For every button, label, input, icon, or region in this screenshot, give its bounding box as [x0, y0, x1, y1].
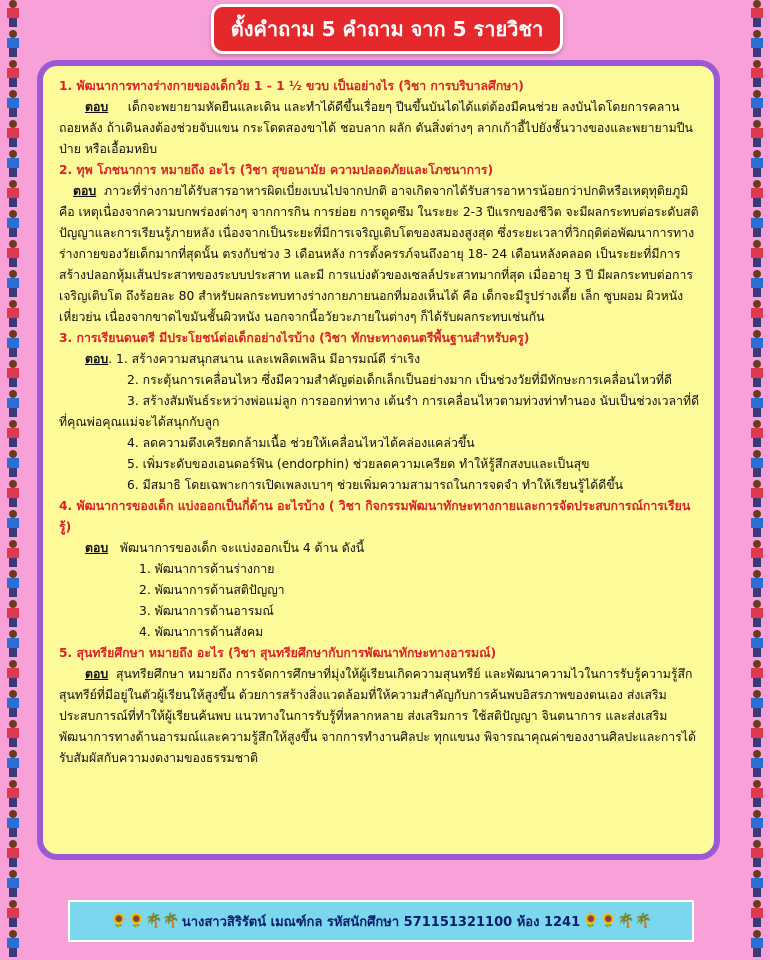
answer-1	[59, 97, 700, 160]
footer-banner	[68, 900, 694, 942]
doll-icon	[748, 390, 766, 418]
doll-icon	[748, 720, 766, 748]
doll-icon	[748, 660, 766, 688]
doll-icon	[748, 600, 766, 628]
answer-3-item-2	[59, 370, 700, 391]
answer-3-first: ตอบ. 1. สร้างความสนุกสนาน และเพลิดเพลิน มีอารมณ์ดี ร่าเริง	[85, 352, 421, 366]
doll-icon	[4, 540, 22, 568]
doll-icon	[748, 750, 766, 778]
answer-5	[59, 664, 700, 769]
sunflower-palm-icon: 🌻🌻🌴🌴	[582, 913, 652, 929]
doll-icon	[748, 930, 766, 958]
doll-icon	[748, 810, 766, 838]
answer-label: ตอบ	[85, 667, 109, 681]
doll-icon	[4, 270, 22, 298]
doll-icon	[748, 900, 766, 928]
answer-2	[59, 181, 700, 328]
doll-icon	[748, 150, 766, 178]
doll-icon	[748, 0, 766, 28]
doll-icon	[4, 90, 22, 118]
doll-icon	[4, 420, 22, 448]
doll-icon	[748, 480, 766, 508]
answer-3-item-3	[59, 391, 700, 433]
doll-icon	[748, 90, 766, 118]
doll-icon	[748, 120, 766, 148]
doll-icon	[748, 570, 766, 598]
answer-label: ตอบ	[73, 184, 97, 198]
doll-icon	[4, 810, 22, 838]
page-title-text: ตั้งคำถาม 5 คำถาม จาก 5 รายวิชา	[230, 17, 544, 41]
doll-icon	[4, 600, 22, 628]
doll-icon	[4, 780, 22, 808]
doll-icon	[4, 510, 22, 538]
answer-3-item: 1. สร้างความสนุกสนาน และเพลิดเพลิน มีอารมณ์ดี ร่าเริง	[116, 352, 421, 366]
question-3: 3. การเรียนดนตรี มีประโยชน์ต่อเด็กอย่างไรบ้าง (วิชา ทักษะทางดนตรีพื้นฐานสำหรับครู)	[59, 331, 530, 345]
answer-3-item: 3. สร้างสัมพันธ์ระหว่างพ่อแม่ลูก การออกท่าทาง เต้นรำ การเคลื่อนไหวตามท่วงท่าทำนอง นับเป็นช่วงเวลาที่ดีที่คุณพ่อคุณแม่จะได้สนุกกับลูก	[59, 394, 700, 429]
answer-3-item: 2. กระตุ้นการเคลื่อนไหว ซึ่งมีความสำคัญต่อเด็กเล็กเป็นอย่างมาก เป็นช่วงวัยที่มีทักษะการเคลื่อนไหวที่ดี	[127, 373, 672, 387]
answer-3-item-6: 6. มีสมาธิ โดยเฉพาะการเปิดเพลงเบาๆ ช่วยเพิ่มความสามารถในการจดจำ ทำให้เรียนรู้ได้ดีขึ้น	[127, 478, 624, 492]
question-4: 4. พัฒนาการของเด็ก แบ่งออกเป็นกี่ด้าน อะไรบ้าง ( วิชา กิจกรรมพัฒนาทักษะทางกายและการจัดประสบการณ์การเรียนรู้)	[59, 499, 691, 534]
doll-icon	[4, 480, 22, 508]
doll-icon	[4, 660, 22, 688]
question-1: 1. พัฒนาการทางร่างกายของเด็กวัย 1 - 1 ½ ขวบ เป็นอย่างไร (วิชา การบริบาลศึกษา)	[59, 79, 524, 93]
answer-2-text: ภาวะที่ร่างกายได้รับสารอาหารผิดเบี่ยงเบนไปจากปกติ อาจเกิดจากได้รับสารอาหารน้อยกว่าปกติหรือเหตุทุติยภูมิ คือ เหตุเนื่องจากความบกพร่องต่างๆ จากการกิน การย่อย การดูดซึม ในระยะ 2-3 ปีแรกของชีวิต จะมีผลกระทบต่อระดับสติปัญญาและการเรียนรู้ภายหลัง เนื่องจากเป็นระยะที่มีการเจริญเติบโตของสมองสูงสุด ซึ่งระยะเวลาที่วิกฤติต่อพัฒนาการทางร่างกายของวัยเด็กมากที่สุดนั้น ตรงกับช่วง 3 เดือนหลัง การตั้งครรภ์จนถึงอายุ 18- 24 เดือนหลังคลอด เป็นระยะที่มีการสร้างปลอกหุ้มเส้นประสาทของระบบประสาท และมี การแบ่งตัวของเซลล์ประสาทมากที่สุด เมื่ออายุ 3 ปี มีผลกระทบต่อการเจริญเติบโต ถึงร้อยละ 80 สำหรับผลกระทบทางร่างกายภายนอกที่มองเห็นได้ คือ เด็กจะมีรูปร่างเตี้ย เล็ก ซูบผอม ผิวหนังเหี่ยวย่น เนื่องจากขาดไขมันชั้นผิวหนัง นอกจากนี้อวัยวะภายในต่างๆ ก็ได้รับผลกระทบเช่นกัน	[59, 184, 699, 324]
doll-icon	[4, 390, 22, 418]
answer-label: ตอบ	[85, 100, 109, 114]
doll-icon	[748, 420, 766, 448]
doll-icon	[4, 300, 22, 328]
doll-icon	[748, 540, 766, 568]
doll-icon	[748, 870, 766, 898]
doll-icon	[4, 30, 22, 58]
doll-icon	[4, 0, 22, 28]
doll-icon	[748, 690, 766, 718]
qa-content-box	[37, 60, 720, 860]
student-info: นางสาวสิริรัตน์ เมณฑ์กล รหัสนักศึกษา 571151321100 ห้อง 1241	[181, 914, 581, 930]
answer-4-item-4: 4. พัฒนาการด้านสังคม	[139, 625, 264, 639]
doll-icon	[4, 60, 22, 88]
doll-icon	[4, 360, 22, 388]
doll-icon	[4, 120, 22, 148]
doll-icon	[748, 210, 766, 238]
answer-label: ตอบ	[85, 352, 109, 366]
doll-icon	[4, 840, 22, 868]
doll-icon	[4, 870, 22, 898]
doll-icon	[4, 720, 22, 748]
doll-icon	[748, 780, 766, 808]
doll-icon	[4, 450, 22, 478]
left-border-decoration	[0, 0, 26, 960]
doll-icon	[4, 900, 22, 928]
doll-icon	[748, 840, 766, 868]
answer-4-item-3: 3. พัฒนาการด้านอารมณ์	[139, 604, 274, 618]
doll-icon	[748, 630, 766, 658]
doll-icon	[748, 360, 766, 388]
doll-icon	[4, 750, 22, 778]
answer-5-text: สุนทรียศึกษา หมายถึง การจัดการศึกษาที่มุ่งให้ผู้เรียนเกิดความสุนทรีย์ และพัฒนาความไวในการรับรู้ความรู้สึก สุนทรีย์ที่มีอยู่ในตัวผู้เรียนให้สูงขึ้น ด้วยการสร้างสิ่งแวดล้อมที่ให้ความสำคัญกับการค้นพบอิสรภาพของตนเอง ส่งเสริมประสบการณ์ที่ทำให้ผู้เรียนค้นพบ แนวทางในการรับรู้ที่หลากหลาย ส่งเสริมการ ใช้สติปัญญา จินตนาการ และส่งเสริมพัฒนาการทางด้านอารมณ์และความรู้สึกให้สูงขึ้น จากการทำงานศิลปะ ทุกแขนง พิจารณาคุณค่าของงานศิลปะและการได้รับสัมผัสกับความงดงามของธรรมชาติ	[59, 667, 696, 765]
answer-4-item-2: 2. พัฒนาการด้านสติปัญญา	[139, 583, 285, 597]
question-2: 2. ทุพ โภชนาการ หมายถึง อะไร (วิชา สุขอนามัย ความปลอดภัยและโภชนาการ)	[59, 163, 494, 177]
doll-icon	[4, 180, 22, 208]
doll-icon	[748, 180, 766, 208]
doll-icon	[4, 330, 22, 358]
question-5: 5. สุนทรียศึกษา หมายถึง อะไร (วิชา สุนทรียศึกษากับการพัฒนาทักษะทางอารมณ์)	[59, 646, 497, 660]
doll-icon	[748, 450, 766, 478]
doll-icon	[4, 210, 22, 238]
answer-3-item-4: 4. ลดความตึงเครียดกล้ามเนื้อ ช่วยให้เคลื่อนไหวได้คล่องแคล่วขึ้น	[127, 436, 475, 450]
doll-icon	[748, 240, 766, 268]
doll-icon	[748, 30, 766, 58]
doll-icon	[4, 630, 22, 658]
doll-icon	[4, 570, 22, 598]
doll-icon	[4, 930, 22, 958]
doll-icon	[4, 690, 22, 718]
doll-icon	[748, 60, 766, 88]
answer-1-text: เด็กจะพยายามหัดยืนและเดิน และทำได้ดีขึ้นเรื่อยๆ ปีนขึ้นบันไดได้แต่ต้องมีคนช่วย ลงบันไดโดยการคลานถอยหลัง ถ้าเดินลงต้องช่วยจับแขน กระโดดสองขาได้ ชอบลาก ผลัก ดันสิ่งต่างๆ ลากเก้าอี้ไปยังชั้นวางของและพยายามปีนป่าย หรือเอื้อมหยิบ	[59, 100, 693, 156]
doll-icon	[748, 270, 766, 298]
sunflower-palm-icon: 🌻🌻🌴🌴	[110, 913, 180, 929]
answer-4-intro-text: พัฒนาการของเด็ก จะแบ่งออกเป็น 4 ด้าน ดังนี้	[119, 541, 365, 555]
answer-4-item-1: 1. พัฒนาการด้านร่างกาย	[139, 562, 275, 576]
doll-icon	[748, 510, 766, 538]
answer-4-intro	[59, 538, 700, 559]
answer-label: ตอบ	[85, 541, 109, 555]
doll-icon	[748, 300, 766, 328]
doll-icon	[748, 330, 766, 358]
right-border-decoration	[744, 0, 770, 960]
doll-icon	[4, 240, 22, 268]
doll-icon	[4, 150, 22, 178]
page-title	[211, 4, 563, 54]
answer-3-item-5: 5. เพิ่มระดับของเอนดอร์ฟิน (endorphin) ช่วยลดความเครียด ทำให้รู้สึกสงบและเป็นสุข	[127, 457, 590, 471]
